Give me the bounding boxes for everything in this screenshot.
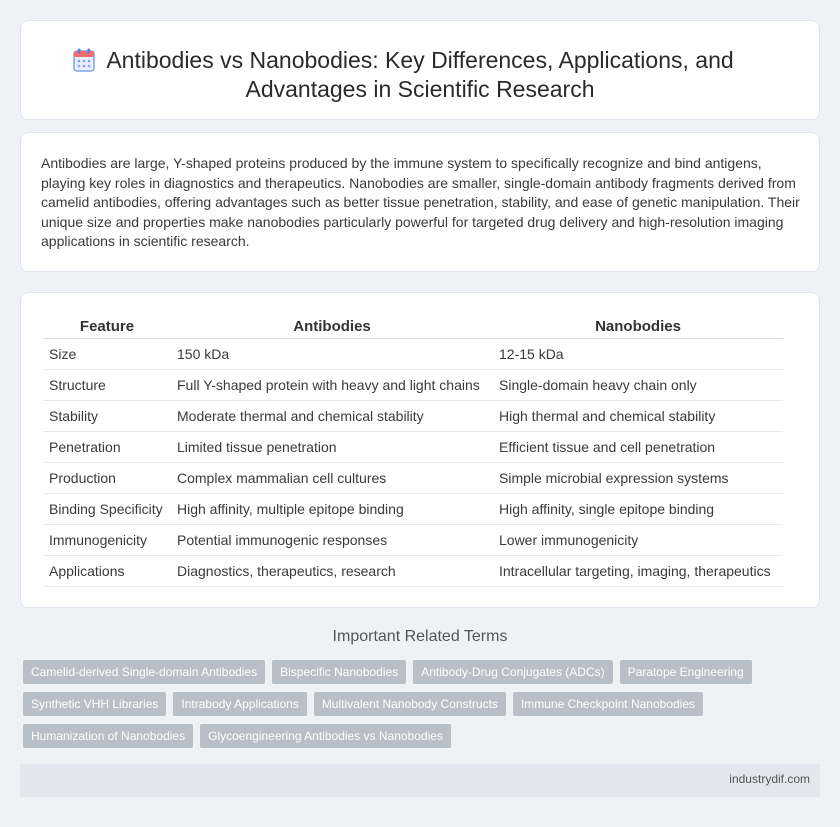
feature-cell: Binding Specificity: [43, 493, 171, 524]
calendar-icon: [73, 48, 95, 72]
table-row: [43, 400, 783, 431]
antibodies-cell: Potential immunogenic responses: [171, 524, 493, 555]
header-antibodies: Antibodies: [171, 316, 493, 338]
table-row: [43, 338, 783, 369]
nanobodies-cell: Efficient tissue and cell penetration: [493, 431, 783, 462]
footer: [20, 764, 820, 797]
intro-card: [20, 132, 820, 272]
header-feature: Feature: [43, 316, 171, 338]
related-term-tag[interactable]: Paratope Engineering: [620, 660, 752, 684]
feature-cell: Stability: [43, 400, 171, 431]
header-nanobodies: Nanobodies: [493, 316, 783, 338]
related-term-tag[interactable]: Immune Checkpoint Nanobodies: [513, 692, 703, 716]
nanobodies-cell: Lower immunogenicity: [493, 524, 783, 555]
nanobodies-cell: Intracellular targeting, imaging, therapeutics: [493, 555, 783, 586]
related-term-tag[interactable]: Glycoengineering Antibodies vs Nanobodies: [200, 724, 451, 748]
related-term-tag[interactable]: Antibody-Drug Conjugates (ADCs): [413, 660, 612, 684]
feature-cell: Immunogenicity: [43, 524, 171, 555]
nanobodies-cell: Simple microbial expression systems: [493, 462, 783, 493]
comparison-card: [20, 292, 820, 608]
table-header-row: [43, 316, 783, 338]
related-term-tag[interactable]: Bispecific Nanobodies: [272, 660, 406, 684]
table-row: [43, 524, 783, 555]
related-term-tag[interactable]: Intrabody Applications: [173, 692, 306, 716]
feature-cell: Size: [43, 338, 171, 369]
antibodies-cell: Limited tissue penetration: [171, 431, 493, 462]
feature-cell: Penetration: [43, 431, 171, 462]
related-term-tag[interactable]: Synthetic VHH Libraries: [23, 692, 166, 716]
antibodies-cell: 150 kDa: [171, 338, 493, 369]
related-terms-heading: Important Related Terms: [332, 628, 508, 645]
nanobodies-cell: High affinity, single epitope binding: [493, 493, 783, 524]
feature-cell: Production: [43, 462, 171, 493]
table-row: [43, 462, 783, 493]
table-row: [43, 493, 783, 524]
title-line-1: Antibodies vs Nanobodies: Key Differences, Applications, and: [106, 47, 734, 73]
intro-paragraph: Antibodies are large, Y-shaped proteins produced by the immune system to specifically recognize and bind antigens, playing key roles in diagnostics and therapeutics. Nanobodies are smaller, single-domain antibody fragments derived from camelid antibodies, offering advantages such as better tissue penetration, stability, and ease of genetic manipulation. Their unique size and properties make nanobodies particularly powerful for targeted drug delivery and high-resolution imaging applications in scientific research.: [41, 155, 800, 249]
related-term-tag[interactable]: Humanization of Nanobodies: [23, 724, 193, 748]
related-term-tag[interactable]: Camelid-derived Single-domain Antibodies: [23, 660, 265, 684]
nanobodies-cell: 12-15 kDa: [493, 338, 783, 369]
footer-site-link[interactable]: industrydif.com: [729, 772, 810, 786]
table-row: [43, 555, 783, 586]
antibodies-cell: Complex mammalian cell cultures: [171, 462, 493, 493]
header-card: [20, 20, 820, 120]
table-row: [43, 431, 783, 462]
page-title: [21, 46, 819, 104]
related-terms-list: [23, 660, 783, 756]
antibodies-cell: Diagnostics, therapeutics, research: [171, 555, 493, 586]
table-row: [43, 369, 783, 400]
nanobodies-cell: High thermal and chemical stability: [493, 400, 783, 431]
comparison-table: [43, 316, 783, 587]
antibodies-cell: Moderate thermal and chemical stability: [171, 400, 493, 431]
feature-cell: Structure: [43, 369, 171, 400]
feature-cell: Applications: [43, 555, 171, 586]
antibodies-cell: Full Y-shaped protein with heavy and light chains: [171, 369, 493, 400]
antibodies-cell: High affinity, multiple epitope binding: [171, 493, 493, 524]
title-line-2: Advantages in Scientific Research: [245, 76, 595, 102]
related-term-tag[interactable]: Multivalent Nanobody Constructs: [314, 692, 506, 716]
nanobodies-cell: Single-domain heavy chain only: [493, 369, 783, 400]
